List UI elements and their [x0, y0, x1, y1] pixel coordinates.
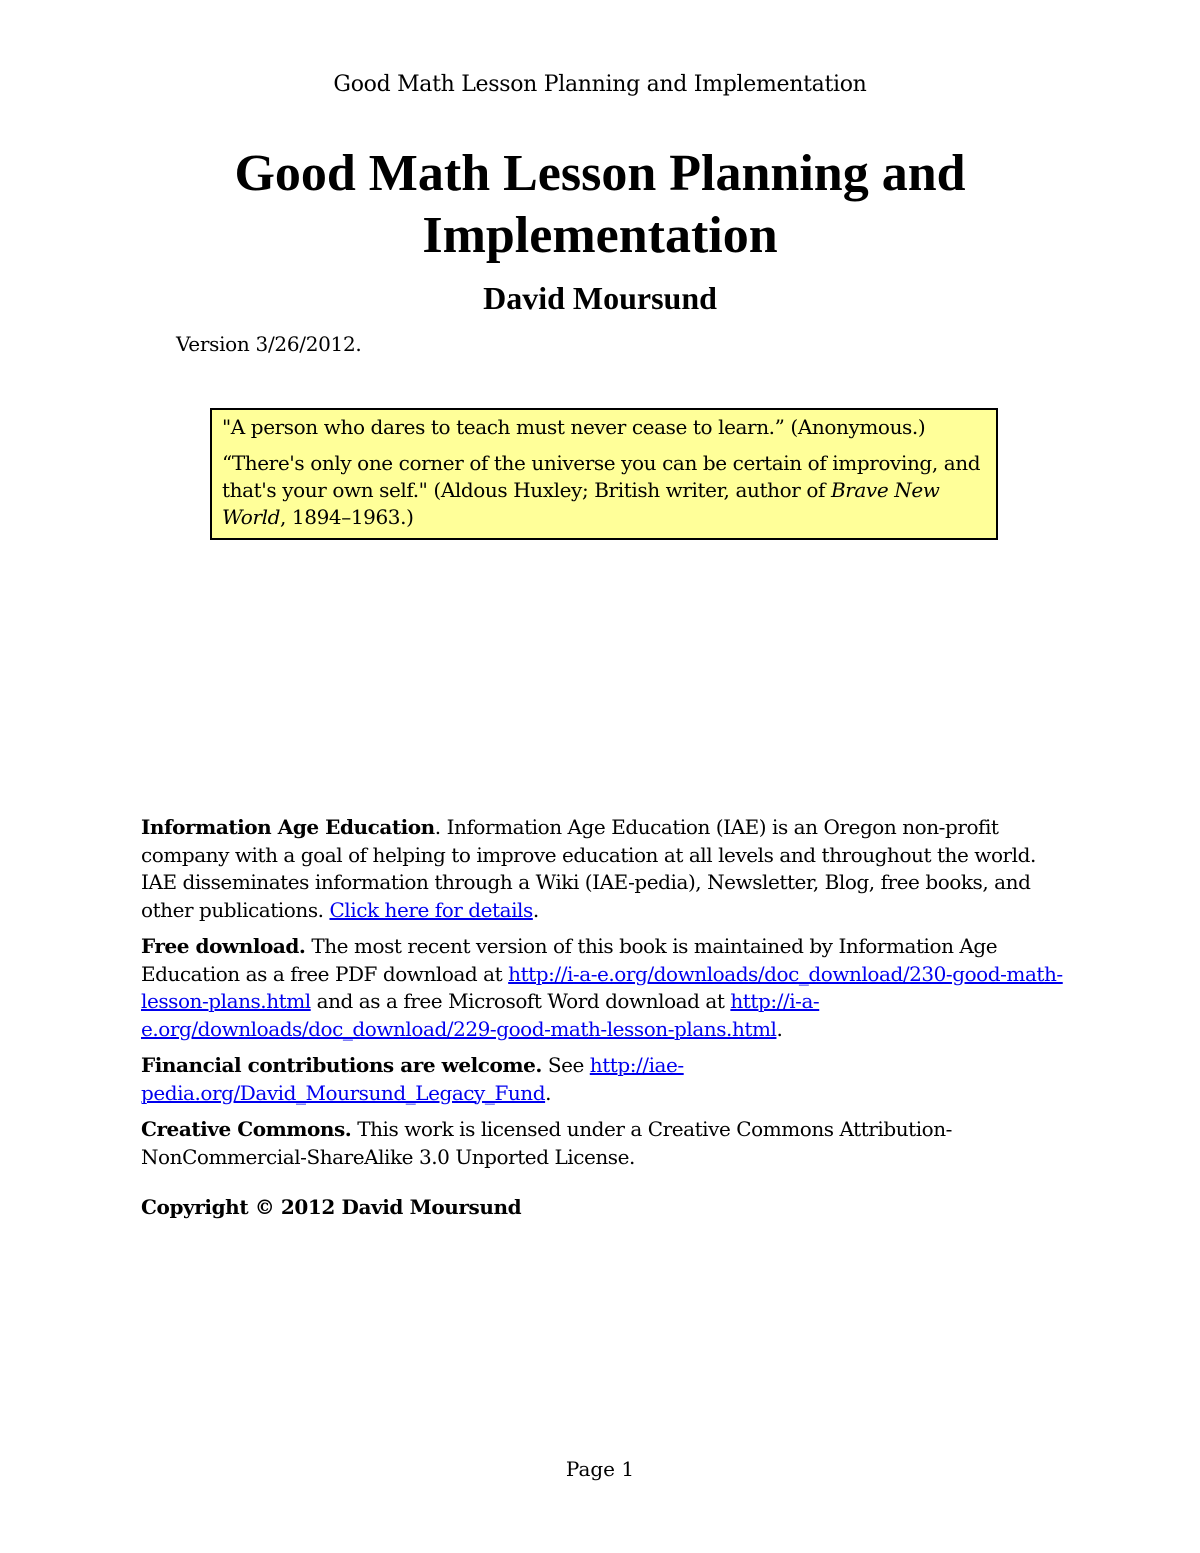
title-line-1: Good Math Lesson Planning and — [234, 145, 966, 202]
download-text-2: and as a free Microsoft Word download at — [310, 989, 731, 1013]
word-download-link[interactable]: http://i-a- e.org/downloads/doc_download/229-good-math-lesson-plans.html — [141, 989, 820, 1041]
title-line-2: Implementation — [422, 207, 778, 264]
document-title — [140, 143, 1060, 267]
document-author: David Moursund — [483, 280, 717, 316]
cc-text: This work is licensed under a Creative Commons Attribution-NonCommercial-ShareAlike 3.0 Unported License. — [141, 1117, 952, 1169]
download-label: Free download. — [141, 934, 306, 958]
quote-2 — [222, 450, 986, 531]
iae-text: . Information Age Education (IAE) is an Oregon non-profit company with a goal of helping to improve education at all levels and throughout the world. IAE disseminates information through a Wiki (IAE-pedia), Newsletter, Blog, free books, and other publications. — [141, 815, 1036, 922]
info-section — [141, 814, 1071, 1180]
download-text-1: The most recent version of this book is maintained by Information Age Education as a free PDF download at — [141, 934, 998, 986]
download-end: . — [776, 1016, 783, 1041]
financial-paragraph — [141, 1052, 1071, 1107]
iae-end: . — [532, 897, 539, 922]
financial-end: . — [545, 1080, 552, 1105]
quote-1: "A person who dares to teach must never cease to learn.” (Anonymous.) — [222, 415, 926, 439]
download-paragraph — [141, 933, 1071, 1043]
iae-label: Information Age Education — [141, 815, 435, 839]
book-title: Brave New World — [222, 478, 940, 529]
quote-box — [210, 408, 998, 540]
running-header: Good Math Lesson Planning and Implementation — [333, 72, 867, 97]
quote-2-end: , 1894–1963.) — [280, 505, 414, 529]
page-number: Page 1 — [565, 1457, 635, 1481]
pdf-download-link[interactable]: http://i-a-e.org/downloads/doc_download/230-good-math- lesson-plans.html — [141, 961, 1063, 1013]
iae-paragraph — [141, 814, 1071, 924]
copyright-notice: Copyright © 2012 David Moursund — [141, 1195, 522, 1219]
quote-2-text: “There's only one corner of the universe you can be certain of improving, and that's your own self." (Aldous Huxley; British writer, author of — [222, 451, 981, 502]
legacy-fund-link[interactable]: http://iae-pedia.org/David_Moursund_Legacy_Fund — [141, 1053, 684, 1105]
version-text: Version 3/26/2012. — [176, 332, 362, 356]
cc-paragraph — [141, 1116, 1071, 1171]
financial-text: See — [541, 1053, 590, 1077]
cc-label: Creative Commons. — [141, 1117, 352, 1141]
details-link[interactable]: Click here for details — [329, 897, 533, 922]
financial-label: Financial contributions are welcome. — [141, 1053, 542, 1077]
